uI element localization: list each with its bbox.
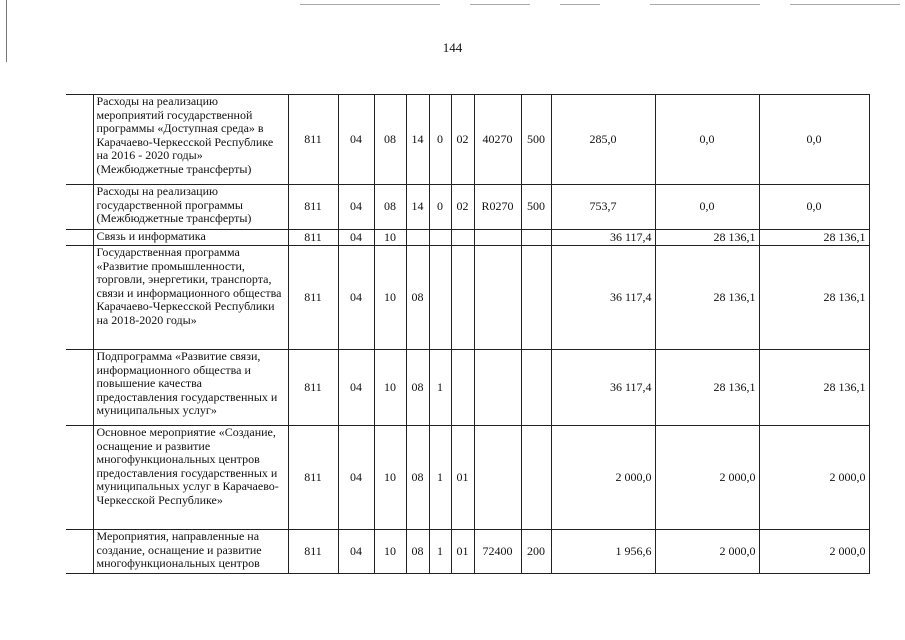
table-row: [66, 350, 869, 426]
code-rz: 04: [338, 230, 374, 246]
sum-year-3: 0,0: [759, 95, 869, 185]
sum-year-2: 28 136,1: [655, 350, 759, 426]
row-name: Расходы на реализацию мероприятий государственной программы «Доступная среда» в Карачаево-Черкесской Республике на 2016 - 2020 годы» (Межбюджетные трансферты): [93, 95, 288, 185]
code-cs-event: 02: [451, 185, 474, 230]
code-cs-subprogram: 1: [429, 530, 451, 574]
code-cs-event: 01: [451, 426, 474, 530]
code-pr: 10: [374, 426, 406, 530]
sum-year-2: 2 000,0: [655, 530, 759, 574]
code-cs-direction: [474, 246, 521, 350]
code-pr: 10: [374, 350, 406, 426]
row-number-cell: [66, 95, 93, 185]
code-cs-direction: [474, 350, 521, 426]
code-vr: [521, 246, 551, 350]
code-cs-event: [451, 350, 474, 426]
code-cs-subprogram: [429, 230, 451, 246]
scan-edge-top: [470, 4, 530, 5]
sum-year-3: 28 136,1: [759, 230, 869, 246]
code-cs-event: [451, 246, 474, 350]
code-vr: [521, 350, 551, 426]
code-vr: [521, 426, 551, 530]
table-row: [66, 95, 869, 185]
row-name: Связь и информатика: [93, 230, 288, 246]
code-vr: 500: [521, 95, 551, 185]
code-rz: 04: [338, 530, 374, 574]
row-name: Основное мероприятие «Создание, оснащение и развитие многофункциональных центров предоставления государственных и муниципальных услуг в Карачаево-Черкесской Республике»: [93, 426, 288, 530]
sum-year-3: 28 136,1: [759, 246, 869, 350]
code-ved: 811: [288, 230, 338, 246]
scan-edge-top: [650, 4, 760, 5]
code-ved: 811: [288, 530, 338, 574]
code-cs-event: [451, 230, 474, 246]
code-cs-event: 02: [451, 95, 474, 185]
code-cs-program: 08: [406, 350, 429, 426]
row-name: Расходы на реализацию государственной программы (Межбюджетные трансферты): [93, 185, 288, 230]
sum-year-2: 28 136,1: [655, 246, 759, 350]
page-number: 144: [442, 40, 463, 55]
sum-year-1: 1 956,6: [551, 530, 655, 574]
budget-table: [66, 94, 870, 574]
sum-year-2: 28 136,1: [655, 230, 759, 246]
code-cs-program: 08: [406, 530, 429, 574]
code-cs-subprogram: 0: [429, 185, 451, 230]
code-vr: [521, 230, 551, 246]
code-vr: 200: [521, 530, 551, 574]
row-number-cell: [66, 530, 93, 574]
row-name: Подпрограмма «Развитие связи, информационного общества и повышение качества предоставления государственных и муниципальных услуг»: [93, 350, 288, 426]
code-cs-direction: 40270: [474, 95, 521, 185]
code-cs-subprogram: 0: [429, 95, 451, 185]
sum-year-3: 28 136,1: [759, 350, 869, 426]
row-number-cell: [66, 426, 93, 530]
code-cs-direction: 72400: [474, 530, 521, 574]
sum-year-1: 36 117,4: [551, 246, 655, 350]
code-ved: 811: [288, 246, 338, 350]
code-cs-subprogram: 1: [429, 350, 451, 426]
code-pr: 10: [374, 230, 406, 246]
code-rz: 04: [338, 426, 374, 530]
code-pr: 10: [374, 530, 406, 574]
sum-year-3: 2 000,0: [759, 530, 869, 574]
row-name: Государственная программа «Развитие промышленности, торговли, энергетики, транспорта, связи и информационного общества Карачаево-Черкесской Республики на 2018-2020 годы»: [93, 246, 288, 350]
code-cs-subprogram: [429, 246, 451, 350]
sum-year-1: 2 000,0: [551, 426, 655, 530]
row-number-cell: [66, 185, 93, 230]
code-cs-program: [406, 230, 429, 246]
scan-edge-top: [300, 4, 440, 5]
code-cs-program: 14: [406, 185, 429, 230]
code-rz: 04: [338, 350, 374, 426]
code-cs-program: 08: [406, 426, 429, 530]
table-row: [66, 185, 869, 230]
scan-edge-top: [790, 4, 900, 5]
sum-year-3: 0,0: [759, 185, 869, 230]
code-cs-subprogram: 1: [429, 426, 451, 530]
code-rz: 04: [338, 95, 374, 185]
sum-year-1: 285,0: [551, 95, 655, 185]
sum-year-1: 36 117,4: [551, 230, 655, 246]
code-cs-direction: [474, 426, 521, 530]
sum-year-2: 2 000,0: [655, 426, 759, 530]
code-cs-event: 01: [451, 530, 474, 574]
sum-year-1: 36 117,4: [551, 350, 655, 426]
code-pr: 08: [374, 185, 406, 230]
code-cs-direction: R0270: [474, 185, 521, 230]
code-cs-direction: [474, 230, 521, 246]
scan-edge-top: [560, 4, 600, 5]
code-pr: 10: [374, 246, 406, 350]
table-row: [66, 426, 869, 530]
code-cs-program: 14: [406, 95, 429, 185]
code-vr: 500: [521, 185, 551, 230]
sum-year-1: 753,7: [551, 185, 655, 230]
code-ved: 811: [288, 350, 338, 426]
code-rz: 04: [338, 185, 374, 230]
table-row: [66, 530, 869, 574]
sum-year-3: 2 000,0: [759, 426, 869, 530]
sum-year-2: 0,0: [655, 95, 759, 185]
row-number-cell: [66, 350, 93, 426]
row-number-cell: [66, 246, 93, 350]
code-ved: 811: [288, 185, 338, 230]
sum-year-2: 0,0: [655, 185, 759, 230]
row-number-cell: [66, 230, 93, 246]
row-name: Мероприятия, направленные на создание, оснащение и развитие многофункциональных центров: [93, 530, 288, 574]
code-pr: 08: [374, 95, 406, 185]
table-row: [66, 246, 869, 350]
code-ved: 811: [288, 426, 338, 530]
code-ved: 811: [288, 95, 338, 185]
code-cs-program: 08: [406, 246, 429, 350]
table-row: [66, 230, 869, 246]
code-rz: 04: [338, 246, 374, 350]
